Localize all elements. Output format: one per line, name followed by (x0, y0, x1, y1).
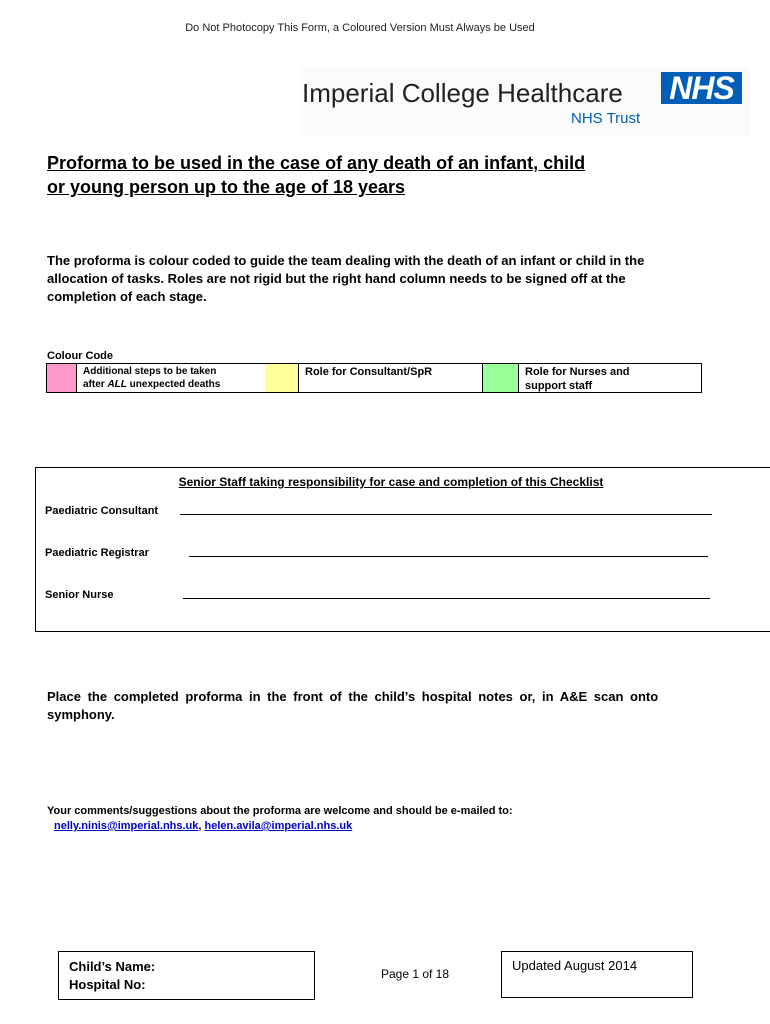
child-details-box[interactable] (58, 951, 315, 1000)
registrar-signature-line[interactable] (189, 556, 708, 557)
green-swatch (483, 364, 519, 392)
placement-instruction: Place the completed proforma in the front of the child’s hospital notes or, in A&E scan onto symphony. (47, 689, 659, 722)
title-line-2: or young person up to the age of 18 years (47, 177, 406, 197)
pink-legend-line-1: Additional steps to be taken (83, 366, 217, 377)
registrar-label: Paediatric Registrar (45, 547, 149, 559)
email-separator: , (198, 820, 205, 832)
child-name-label: Child’s Name: (69, 959, 156, 974)
senior-nurse-signature-line[interactable] (183, 598, 710, 599)
green-legend-line-1: Role for Nurses and (525, 366, 630, 378)
logo-org-name: Imperial College Healthcare (302, 78, 623, 108)
colour-code-label: Colour Code (47, 350, 113, 362)
logo-trust-label: NHS Trust (571, 110, 641, 127)
email-link-ninis[interactable]: nelly.ninis@imperial.nhs.uk (54, 820, 199, 832)
yellow-legend: Role for Consultant/SpR (299, 364, 483, 392)
senior-staff-heading: Senior Staff taking responsibility for case and completion of this Checklist (178, 475, 604, 489)
consultant-label: Paediatric Consultant (45, 505, 159, 517)
hospital-no-label: Hospital No: (69, 977, 146, 992)
comments-text: Your comments/suggestions about the proforma are welcome and should be e-mailed to: (47, 805, 513, 817)
green-legend-line-2: support staff (525, 380, 593, 392)
page-number: Page 1 of 18 (380, 967, 450, 981)
senior-staff-section (35, 467, 770, 632)
nhs-logo-text: NHS (669, 70, 734, 106)
green-legend (519, 364, 701, 392)
consultant-signature-line[interactable] (180, 514, 712, 515)
pink-swatch (47, 364, 77, 392)
colour-code-table (46, 363, 702, 393)
senior-nurse-label: Senior Nurse (45, 589, 114, 601)
pink-legend (77, 364, 297, 392)
updated-date-box: Updated August 2014 (501, 951, 693, 998)
trust-logo (300, 66, 750, 136)
email-link-avila[interactable]: helen.avila@imperial.nhs.uk (204, 820, 353, 832)
nhs-logo-badge (661, 72, 742, 104)
photocopy-notice: Do Not Photocopy This Form, a Coloured Version Must Always be Used (185, 22, 535, 34)
contact-emails (54, 820, 352, 832)
pink-legend-emphasis: ALL (107, 379, 127, 390)
page-title (47, 151, 727, 199)
yellow-swatch (265, 364, 299, 392)
title-line-1: Proforma to be used in the case of any death of an infant, child (47, 153, 586, 173)
pink-legend-pre: after (83, 379, 108, 390)
intro-paragraph: The proforma is colour coded to guide the team dealing with the death of an infant or child in the allocation of tasks. Roles are not rigid but the right hand column needs to be signed off at the completion of each stage. (47, 253, 645, 304)
pink-legend-post: unexpected deaths (126, 379, 221, 390)
